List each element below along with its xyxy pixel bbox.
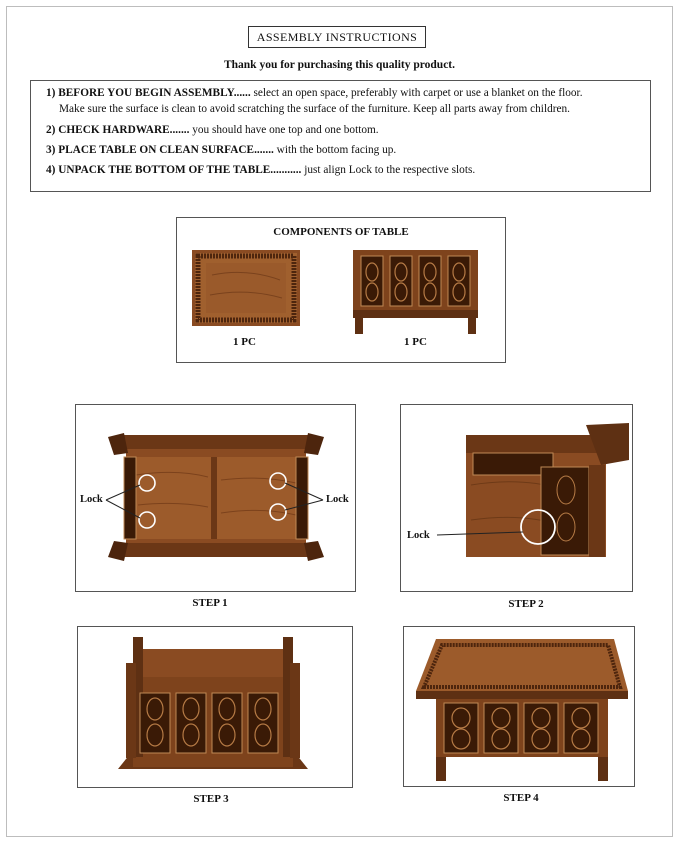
step-1-lock-label-right: Lock bbox=[326, 494, 349, 505]
instruction-1-continued: Make sure the surface is clean to avoid scratching the surface of the furniture. Keep all parts away from children. bbox=[59, 103, 570, 115]
table-top-quantity: 1 PC bbox=[233, 336, 256, 348]
instruction-2-heading: 2) CHECK HARDWARE....... bbox=[46, 124, 190, 136]
step-3-caption: STEP 3 bbox=[193, 793, 229, 805]
instruction-2 bbox=[46, 124, 379, 136]
instruction-3-heading: 3) PLACE TABLE ON CLEAN SURFACE....... bbox=[46, 144, 274, 156]
step-4-image bbox=[404, 627, 635, 787]
instruction-1 bbox=[46, 87, 583, 99]
thanks-message: Thank you for purchasing this quality product. bbox=[223, 59, 456, 71]
step-2-lock-label: Lock bbox=[407, 530, 430, 541]
instruction-4-heading: 4) UNPACK THE BOTTOM OF THE TABLE........... bbox=[46, 164, 302, 176]
table-top-image bbox=[192, 250, 302, 328]
step-2-panel bbox=[400, 404, 633, 592]
step-4-caption: STEP 4 bbox=[503, 792, 539, 804]
table-bottom-image bbox=[353, 250, 479, 336]
instruction-1-heading: 1) BEFORE YOU BEGIN ASSEMBLY...... bbox=[46, 87, 251, 99]
instruction-3 bbox=[46, 144, 396, 156]
components-title: COMPONENTS OF TABLE bbox=[273, 226, 409, 238]
step-3-panel bbox=[77, 626, 353, 788]
step-3-image bbox=[78, 627, 353, 788]
instruction-1-text: select an open space, preferably with carpet or use a blanket on the floor. bbox=[250, 87, 583, 99]
step-1-panel bbox=[75, 404, 356, 592]
step-1-image bbox=[76, 405, 356, 592]
instruction-2-text: you should have one top and one bottom. bbox=[189, 124, 379, 136]
instructions-box bbox=[30, 80, 651, 192]
instruction-4 bbox=[46, 164, 475, 176]
instruction-3-text: with the bottom facing up. bbox=[273, 144, 397, 156]
step-1-caption: STEP 1 bbox=[192, 597, 228, 609]
table-bottom-quantity: 1 PC bbox=[404, 336, 427, 348]
step-4-panel bbox=[403, 626, 635, 787]
components-box bbox=[176, 217, 506, 363]
page-title: ASSEMBLY INSTRUCTIONS bbox=[248, 26, 426, 48]
step-1-lock-label-left: Lock bbox=[80, 494, 103, 505]
step-2-image bbox=[401, 405, 633, 592]
step-2-caption: STEP 2 bbox=[508, 598, 544, 610]
instruction-4-text: just align Lock to the respective slots. bbox=[301, 164, 476, 176]
